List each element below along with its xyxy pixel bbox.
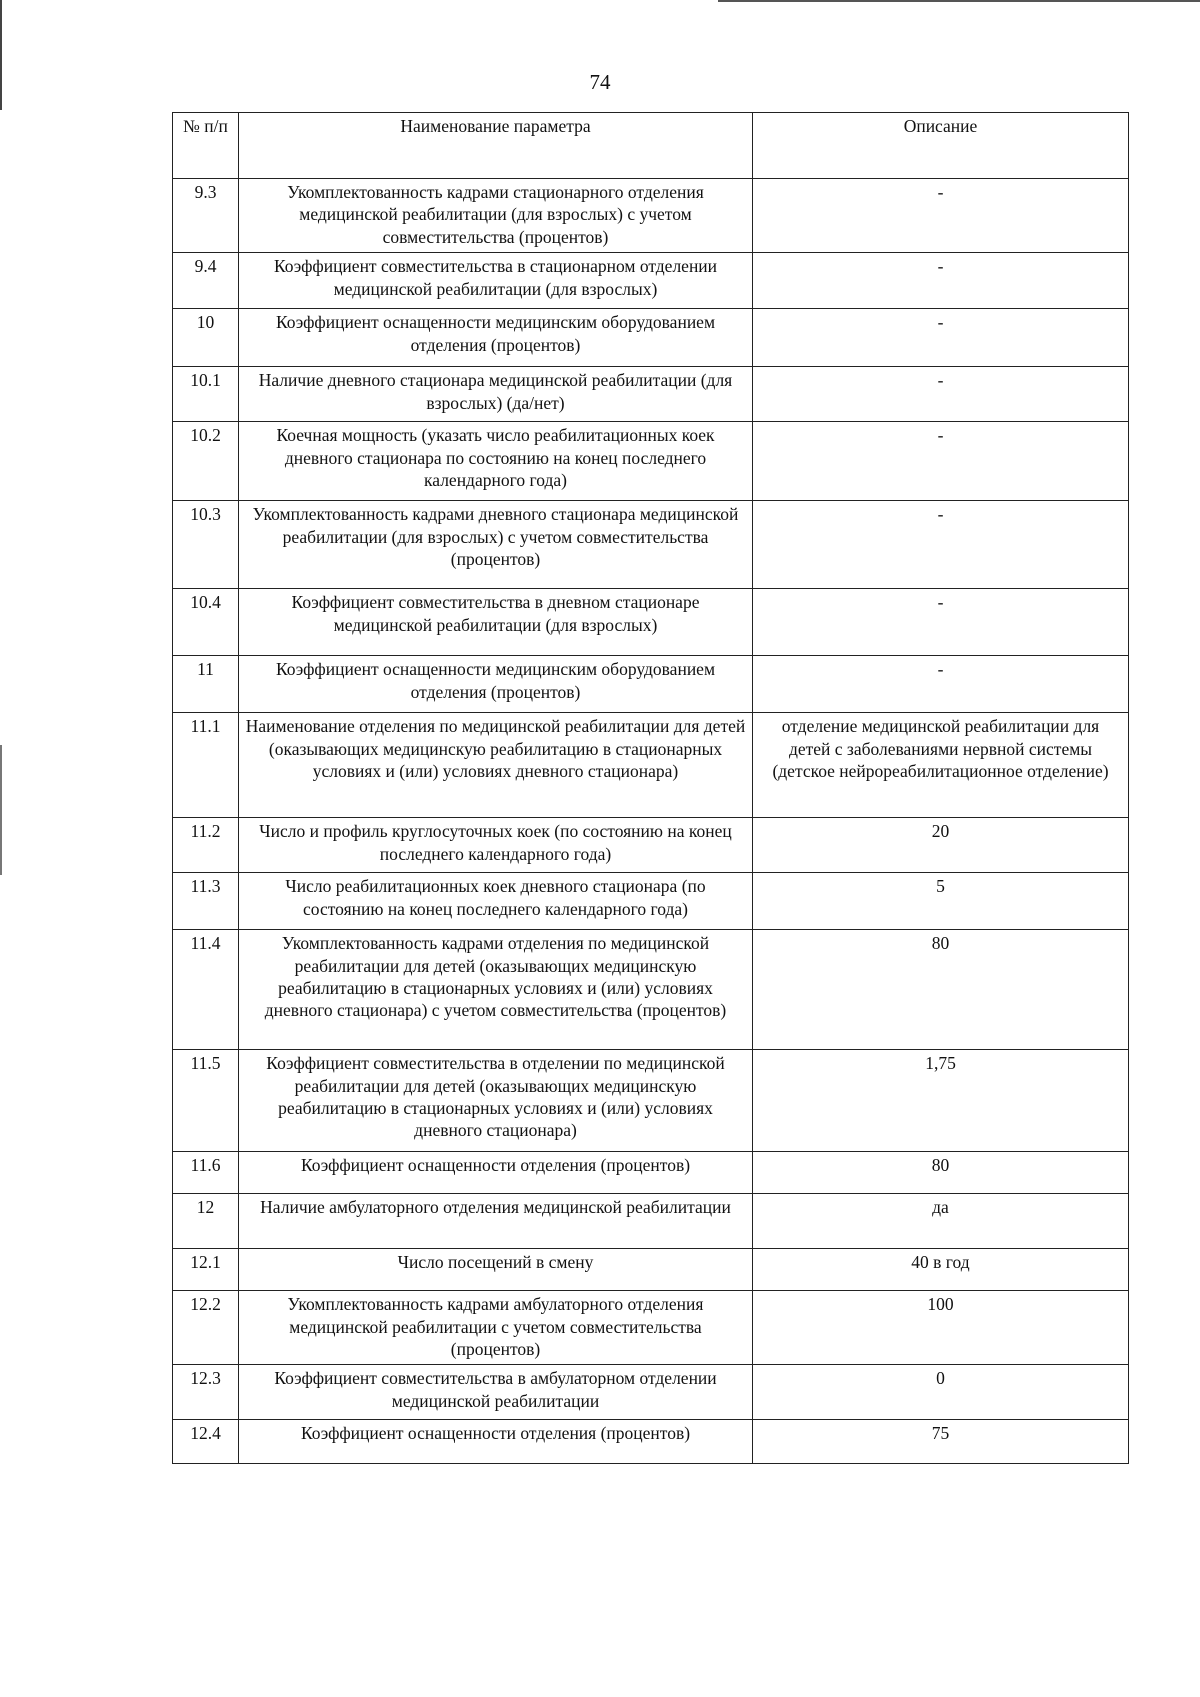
row-description: 75 (753, 1420, 1129, 1464)
scan-edge-left-lower (0, 745, 2, 875)
row-description: 20 (753, 818, 1129, 873)
table-row (173, 930, 1129, 1050)
row-description: 80 (753, 1152, 1129, 1194)
row-description: 40 в год (753, 1249, 1129, 1291)
row-parameter-name: Коэффициент оснащенности медицинским оборудованием отделения (процентов) (239, 309, 753, 367)
table-row (173, 309, 1129, 367)
row-description: - (753, 179, 1129, 253)
row-number: 12.4 (173, 1420, 239, 1464)
table-row (173, 253, 1129, 309)
row-parameter-name: Число и профиль круглосуточных коек (по состоянию на конец последнего календарного года) (239, 818, 753, 873)
row-description: отделение медицинской реабилитации для детей с заболеваниями нервной системы (детское нейрореабилитационное отделение) (753, 713, 1129, 818)
row-parameter-name: Наличие амбулаторного отделения медицинской реабилитации (239, 1194, 753, 1249)
row-number: 11.1 (173, 713, 239, 818)
row-number: 12.3 (173, 1365, 239, 1420)
table-row (173, 1194, 1129, 1249)
table-row (173, 873, 1129, 930)
page-number: 74 (589, 70, 611, 94)
row-description: 1,75 (753, 1050, 1129, 1152)
row-parameter-name: Коэффициент совместительства в дневном стационаре медицинской реабилитации (для взрослых) (239, 589, 753, 656)
row-number: 10.2 (173, 422, 239, 501)
row-description: - (753, 422, 1129, 501)
row-description: 80 (753, 930, 1129, 1050)
table-row (173, 179, 1129, 253)
table-row (173, 367, 1129, 422)
row-number: 12 (173, 1194, 239, 1249)
row-parameter-name: Коэффициент совместительства в стационарном отделении медицинской реабилитации (для взрослых) (239, 253, 753, 309)
header-parameter-name: Наименование параметра (239, 113, 753, 179)
row-parameter-name: Число реабилитационных коек дневного стационара (по состоянию на конец последнего календарного года) (239, 873, 753, 930)
scan-edge-top (718, 0, 1200, 2)
row-description: 5 (753, 873, 1129, 930)
row-description: 100 (753, 1291, 1129, 1365)
row-number: 9.3 (173, 179, 239, 253)
row-number: 11.3 (173, 873, 239, 930)
row-parameter-name: Коэффициент совместительства в амбулаторном отделении медицинской реабилитации (239, 1365, 753, 1420)
row-parameter-name: Укомплектованность кадрами дневного стационара медицинской реабилитации (для взрослых) с учетом совместительства (процентов) (239, 501, 753, 589)
row-description: - (753, 589, 1129, 656)
table-row (173, 818, 1129, 873)
row-parameter-name: Коэффициент совместительства в отделении по медицинской реабилитации для детей (оказывающих медицинскую реабилитацию в стационарных условиях и (или) условиях дневного стационара) (239, 1050, 753, 1152)
row-parameter-name: Коэффициент оснащенности медицинским оборудованием отделения (процентов) (239, 656, 753, 713)
row-parameter-name: Коэффициент оснащенности отделения (процентов) (239, 1420, 753, 1464)
table-row (173, 713, 1129, 818)
row-description: - (753, 253, 1129, 309)
parameters-table (172, 112, 1129, 1464)
row-number: 12.2 (173, 1291, 239, 1365)
table-row (173, 422, 1129, 501)
row-parameter-name: Укомплектованность кадрами стационарного отделения медицинской реабилитации (для взрослых) с учетом совместительства (процентов) (239, 179, 753, 253)
row-number: 11.5 (173, 1050, 239, 1152)
table-header-row (173, 113, 1129, 179)
row-number: 11.6 (173, 1152, 239, 1194)
row-description: - (753, 501, 1129, 589)
row-parameter-name: Коэффициент оснащенности отделения (процентов) (239, 1152, 753, 1194)
row-number: 10.3 (173, 501, 239, 589)
row-description: да (753, 1194, 1129, 1249)
row-number: 11.4 (173, 930, 239, 1050)
table-row (173, 1152, 1129, 1194)
row-description: - (753, 656, 1129, 713)
row-description: - (753, 309, 1129, 367)
header-number: № п/п (173, 113, 239, 179)
table-row (173, 1365, 1129, 1420)
row-parameter-name: Наименование отделения по медицинской реабилитации для детей (оказывающих медицинскую реабилитацию в стационарных условиях и (или) условиях дневного стационара) (239, 713, 753, 818)
row-number: 10 (173, 309, 239, 367)
row-parameter-name: Число посещений в смену (239, 1249, 753, 1291)
table-row (173, 1291, 1129, 1365)
row-parameter-name: Укомплектованность кадрами амбулаторного отделения медицинской реабилитации с учетом совместительства (процентов) (239, 1291, 753, 1365)
row-number: 11.2 (173, 818, 239, 873)
row-parameter-name: Укомплектованность кадрами отделения по медицинской реабилитации для детей (оказывающих медицинскую реабилитацию в стационарных условиях и (или) условиях дневного стационара) с учетом совместительства (процентов) (239, 930, 753, 1050)
row-number: 11 (173, 656, 239, 713)
table-row (173, 1050, 1129, 1152)
header-description: Описание (753, 113, 1129, 179)
row-parameter-name: Наличие дневного стационара медицинской реабилитации (для взрослых) (да/нет) (239, 367, 753, 422)
row-number: 10.1 (173, 367, 239, 422)
table-row (173, 1249, 1129, 1291)
row-description: - (753, 367, 1129, 422)
row-number: 9.4 (173, 253, 239, 309)
row-number: 10.4 (173, 589, 239, 656)
table-row (173, 589, 1129, 656)
table-row (173, 1420, 1129, 1464)
table-row (173, 501, 1129, 589)
row-parameter-name: Коечная мощность (указать число реабилитационных коек дневного стационара по состоянию на конец последнего календарного года) (239, 422, 753, 501)
table-row (173, 656, 1129, 713)
row-description: 0 (753, 1365, 1129, 1420)
row-number: 12.1 (173, 1249, 239, 1291)
